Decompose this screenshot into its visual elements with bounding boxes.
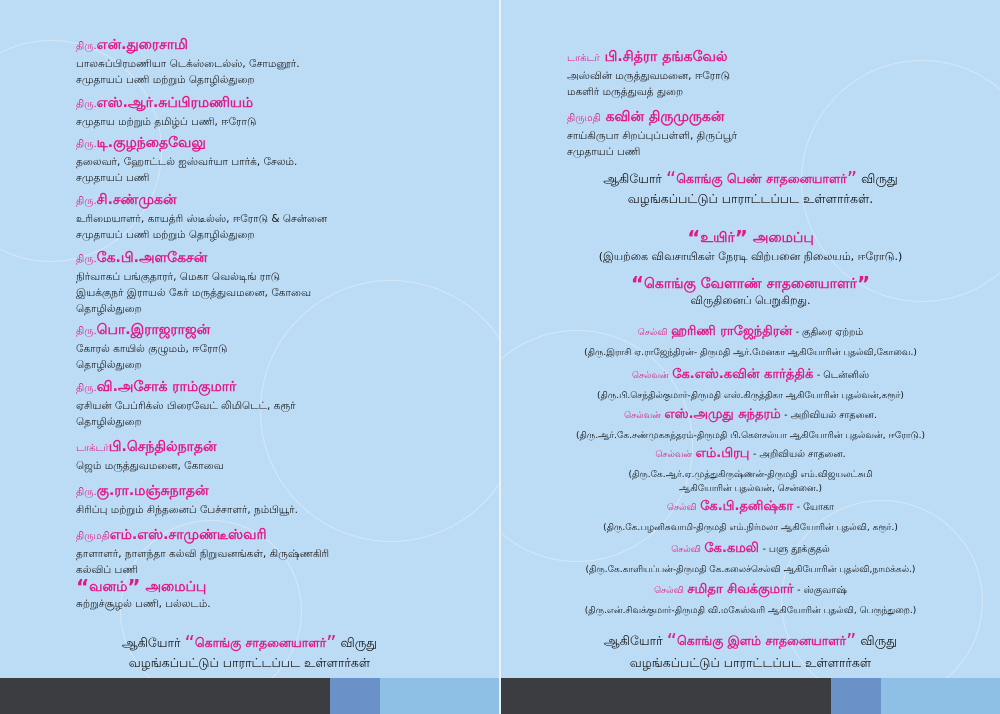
honoree-name-line [76, 94, 486, 114]
right-page [501, 0, 1000, 714]
honoree-name: எஸ்.ஆர்.சுப்பிரமணியம் [96, 95, 254, 111]
honoree-name: என்.துரைசாமி [96, 37, 188, 53]
youth-name-line [501, 407, 1000, 423]
youth-name-line [501, 582, 1000, 598]
honoree-entry [76, 378, 486, 430]
honoree-name-line [76, 526, 486, 546]
award-post: விருது [861, 171, 898, 186]
honoree-description: உரிமையாளர், காயத்ரி ஸ்டீல்ஸ், ஈரோடு & சென்னை [76, 213, 328, 225]
youth-name: கே.எஸ்.கவின் கார்த்திக் [672, 367, 814, 382]
name-prefix: திருமதி [76, 531, 110, 542]
name-prefix: திரு. [76, 383, 97, 394]
honoree-name: கு.ரா.மஞ்சுநாதன் [96, 483, 209, 499]
honoree-entry [76, 134, 486, 186]
honoree-description: சாய்கிருபா சிறப்புப்பள்ளி, திருப்பூர் [567, 130, 738, 142]
youth-name: எஸ்.அமுது சுந்தரம் [664, 407, 781, 422]
youth-parents: (திரு.ஆர்.கே.சண்முகசுந்தரம்-திருமதி பி.கௌசல்யா ஆகியோரின் புதல்வன், ஈரோடு.) [576, 431, 925, 441]
honoree-description: ஜெம் மருத்துவமனை, கோவை [76, 460, 224, 472]
honoree-entry [76, 36, 486, 88]
org-name: உயிர் [700, 230, 735, 246]
name-prefix: திரு. [76, 99, 97, 110]
honoree-description: பாலசுப்பிரமணியா டெக்ஸ்டைல்ஸ், சோமனூர். [76, 58, 300, 70]
youth-name: எம்.பிரபு [695, 446, 750, 461]
honoree-description: தலைவர், ஹோட்டல் ஐஸ்வர்யா பார்க், சேலம். [76, 156, 298, 168]
name-prefix: செல்வன் [631, 371, 669, 381]
honoree-description: கோரல் காயில் குழுமம், ஈரோடு [76, 343, 228, 355]
honoree-name: சி.சண்முகன் [96, 192, 177, 208]
honoree-name: வி.அசோக் ராம்குமார் [96, 379, 237, 395]
honoree-description: சிரிப்பு மற்றும் சிந்தனைப் பேச்சாளர், நம்பியூர். [76, 504, 298, 516]
org-suffix: அமைப்பு [752, 230, 814, 246]
honoree-description: சுற்றுச்சூழல் பணி, பல்லடம். [76, 598, 211, 610]
youth-name-line [501, 324, 1000, 340]
honoree-description: சமுதாயப் பணி மற்றும் தொழில்துறை [76, 229, 255, 241]
award-post: விருது [340, 635, 378, 650]
org-description: (இயற்கை விவசாயிகள் நேரடி விற்பனை நிலையம், ஈரோடு.) [598, 250, 903, 263]
honoree-name-line [567, 108, 977, 128]
youth-name: சமிதா சிவக்குமார் [687, 582, 794, 597]
name-prefix: திருமதி [567, 113, 601, 124]
award-line [501, 167, 1000, 191]
honoree-name-line [76, 249, 486, 269]
org-header [501, 226, 1000, 250]
name-prefix: திரு. [76, 139, 97, 150]
honoree-name-line [76, 191, 486, 211]
name-prefix: செல்வி [671, 545, 701, 555]
award-pre: ஆகியோர் [121, 635, 181, 650]
honoree-name: எம்.எஸ்.சாமுண்டீஸ்வரி [109, 527, 267, 543]
youth-name-line [501, 541, 1000, 557]
honoree-name-line [76, 134, 486, 154]
youth-event: - அறிவியல் சாதனை. [752, 449, 846, 460]
name-prefix: திரு. [76, 41, 97, 52]
honoree-name-line [76, 575, 486, 599]
open-quote: “ [687, 226, 701, 250]
velan-award-name: கொங்கு வேளாண் சாதனையாளர் [644, 276, 857, 292]
honoree-description: ஏசியன் பேப்ரிக்ஸ் பிரைவேட் லிமிடெட், கரூர் [76, 400, 296, 412]
honoree-entry [76, 575, 486, 612]
award-pre: ஆகியோர் [603, 633, 663, 648]
award-line-2: வழங்கப்பட்டுப் பாராட்டப்பட உள்ளார்கள் [128, 655, 371, 670]
close-quote: ” [846, 167, 858, 191]
footer-bar-light [380, 678, 499, 714]
name-prefix: செல்வி [654, 586, 684, 596]
open-quote: “ [665, 167, 677, 191]
honoree-name: டி.குழந்தைவேலு [96, 135, 206, 151]
honoree-name-line [76, 378, 486, 398]
velan-award-title [501, 272, 1000, 296]
footer-bar-dark [501, 678, 831, 714]
youth-name-line [501, 446, 1000, 462]
honoree-entry [567, 108, 977, 160]
award-post: விருது [860, 633, 898, 648]
award-name: கொங்கு சாதனையாளர் [194, 635, 327, 650]
open-quote: “ [630, 272, 645, 296]
footer-bar-mid [330, 678, 380, 714]
honoree-description: மகளிர் மருத்துவத் துறை [567, 86, 684, 98]
honoree-entry [76, 482, 486, 518]
award-line-2: வழங்கப்பட்டுப் பாராட்டப்பட உள்ளார்கள் [629, 655, 872, 670]
left-page [0, 0, 499, 714]
youth-parents: (திரு.பி.செந்தில்குமார்-திருமதி எஸ்.கிருத்திகா ஆகியோரின் புதல்வன்,கரூர்) [597, 391, 904, 401]
honoree-name: பொ.இராஜராஜன் [96, 322, 211, 338]
youth-name: கே.கமலி [704, 541, 759, 556]
velan-award-sub: விருதினைப் பெறுகிறது. [690, 294, 811, 307]
open-quote: “ [76, 575, 90, 599]
honoree-name: பி.சித்ரா தங்கவேல் [604, 49, 728, 65]
youth-name: கே.பி.தனிஷ்கா [700, 499, 794, 514]
honoree-description: சமுதாயப் பணி [567, 146, 641, 158]
org-name: வனம் [89, 579, 128, 595]
honoree-entry [76, 526, 486, 578]
youth-name-line [501, 367, 1000, 383]
honoree-description: தாளாளர், நாளந்தா கல்வி நிறுவனங்கள், கிருஷ்ணகிரி [76, 548, 330, 560]
name-prefix: செல்வி [666, 503, 697, 513]
youth-event: - குதிரை ஏற்றம் [795, 327, 864, 338]
award-line [0, 631, 499, 655]
honoree-description: தொழில்துறை [76, 303, 142, 315]
honoree-name-line [76, 36, 486, 56]
honoree-entry [567, 48, 977, 100]
award-pre: ஆகியோர் [603, 171, 662, 186]
award-name: கொங்கு இளம் சாதனையாளர் [677, 633, 847, 648]
name-prefix: செல்வி [637, 328, 668, 338]
footer-bar-dark [0, 678, 330, 714]
youth-event: - பளு தூக்குதல் [762, 544, 830, 555]
honoree-entry [76, 321, 486, 373]
honoree-name: கே.பி.அளகேசன் [96, 250, 208, 266]
name-prefix: டாக்டர் [76, 443, 109, 454]
open-quote: “ [184, 631, 195, 655]
honoree-description: சமுதாய மற்றும் தமிழ்ப் பணி, ஈரோடு [76, 116, 257, 128]
honoree-description: சமுதாயப் பணி மற்றும் தொழில்துறை [76, 74, 255, 86]
name-prefix: திரு. [76, 196, 97, 207]
youth-parents: (திரு.கே.பழனிசுவாமி-திருமதி எம்.நிர்மலா ஆகியோரின் புதல்வி, கரூர்.) [603, 523, 898, 533]
award-line [501, 629, 1000, 653]
name-prefix: திரு. [76, 487, 97, 498]
close-quote: ” [734, 226, 748, 250]
honoree-description: தொழில்துறை [76, 359, 142, 371]
footer-bar-mid [831, 678, 881, 714]
right-content [501, 0, 1000, 714]
award-name: கொங்கு பெண் சாதனையாளர் [676, 171, 847, 186]
honoree-entry [76, 249, 486, 317]
youth-name: ஹரிணி ராஜேந்திரன் [671, 324, 793, 339]
name-prefix: திரு. [76, 326, 97, 337]
youth-event: - அறிவியல் சாதனை. [784, 410, 877, 421]
honoree-description: நிர்வாகப் பங்குதாரர், மெகா வெல்டிங் ராடு [76, 271, 281, 283]
name-prefix: டாக்டர் [567, 53, 600, 64]
youth-event: - யோகா [796, 502, 834, 513]
award-line-2: வழங்கப்பட்டுப் பாராட்டப்பட உள்ளார்கள். [627, 191, 874, 206]
honoree-name-line [76, 482, 486, 502]
honoree-description: தொழில்துறை [76, 416, 142, 428]
honoree-description: சமுதாயப் பணி [76, 172, 150, 184]
youth-parents: (திரு.கே.ஆர்.ஏ.முத்துகிருஷ்ணன்-திருமதி எம்.விஜயலட்சுமி [628, 470, 873, 480]
honoree-description: கல்விப் பணி [76, 564, 138, 576]
footer-bar-light [881, 678, 1000, 714]
name-prefix: செல்வன் [624, 411, 661, 421]
youth-event: - டென்னிஸ் [816, 370, 870, 381]
honoree-entry [76, 438, 486, 474]
honoree-name: கவின் திருமுருகன் [605, 109, 725, 125]
youth-parents: (திரு.என்.சிவக்குமார்-திருமதி வி.மகேஸ்வரி ஆகியோரின் புதல்வி, பெருந்துறை.) [584, 606, 917, 616]
youth-event: - ஸ்குவாஷ் [797, 585, 847, 596]
close-quote: ” [326, 631, 337, 655]
youth-parents: (திரு.கே.காளியப்பன்-திருமதி கே.கலைச்செல்வி ஆகியோரின் புதல்வி,நாமக்கல்.) [585, 565, 916, 575]
honoree-description: இயக்குநர் இராயல் கேர் மருத்துவமனை, கோவை [76, 287, 311, 299]
close-quote: ” [846, 629, 857, 653]
youth-parents: (திரு.இராசி ஏ.ராஜேந்திரன்- திருமதி ஆர்.மேனகா ஆகியோரின் புதல்வி,கோவை.) [584, 348, 917, 358]
honoree-entry [76, 191, 486, 243]
open-quote: “ [666, 629, 677, 653]
org-suffix: அமைப்பு [145, 579, 207, 595]
close-quote: ” [127, 575, 141, 599]
honoree-entry [76, 94, 486, 130]
honoree-description: அஸ்வின் மருத்துவமனை, ஈரோடு [567, 70, 730, 82]
name-prefix: திரு. [76, 254, 97, 265]
youth-parents: ஆகியோரின் புதல்வன், சென்னை.) [678, 484, 823, 494]
honoree-name-line [76, 321, 486, 341]
youth-name-line [501, 499, 1000, 515]
left-content [0, 0, 499, 714]
name-prefix: செல்வன் [655, 450, 693, 460]
honoree-name: பி.செந்தில்நாதன் [108, 439, 217, 455]
honoree-name-line [567, 48, 977, 68]
honoree-name-line [76, 438, 486, 458]
close-quote: ” [856, 272, 871, 296]
